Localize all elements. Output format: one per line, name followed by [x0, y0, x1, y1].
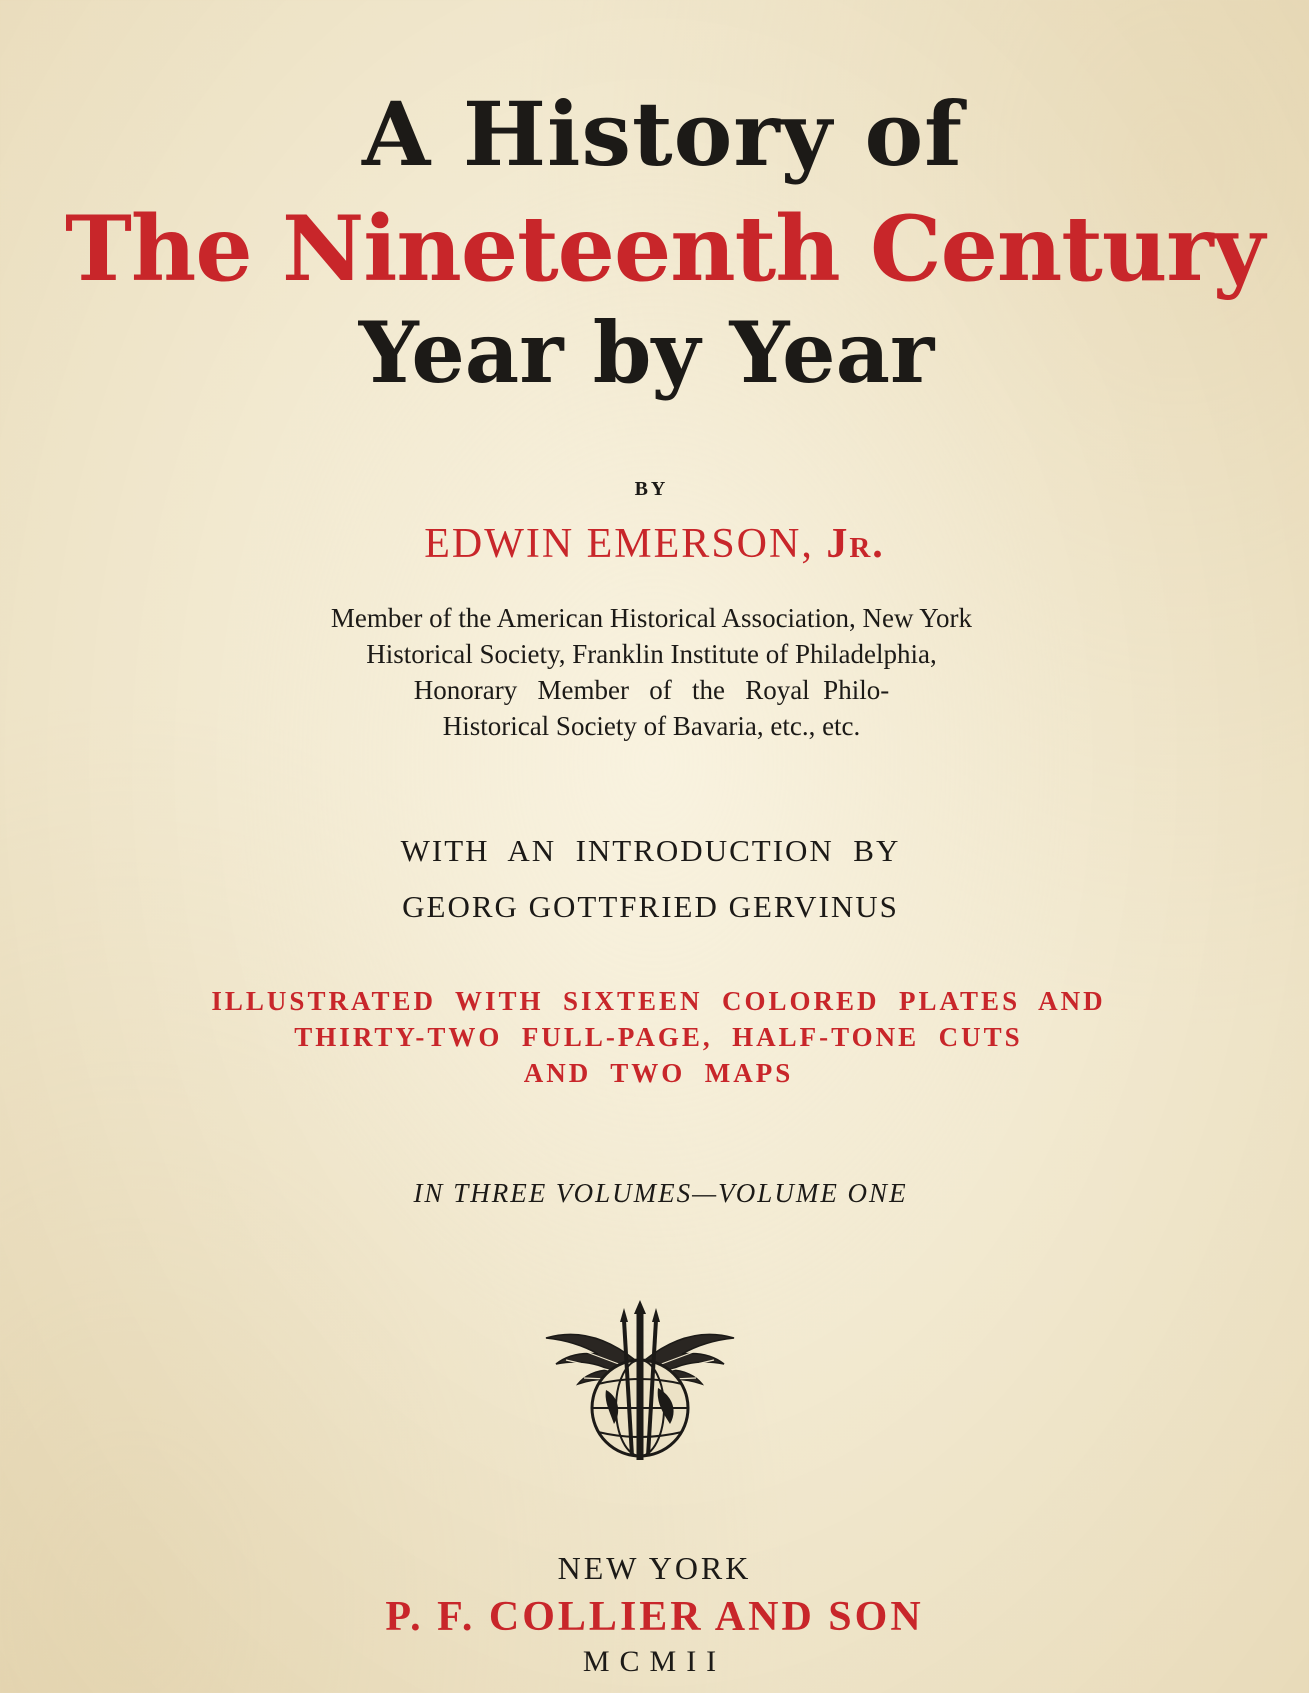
credentials-line: Historical Society of Bavaria, etc., etc.	[442, 711, 861, 741]
credentials-line: Member of the American Historical Association, New York	[330, 603, 973, 633]
title-line-1: A History of	[361, 82, 964, 186]
credentials-line: Historical Society, Franklin Institute of Philadelphia,	[366, 639, 937, 669]
introduction-line: GEORG GOTTFRIED GERVINUS	[402, 889, 899, 924]
author-suffix: Jr.	[826, 521, 885, 567]
volumes-note: IN THREE VOLUMES—VOLUME ONE	[413, 1178, 908, 1208]
imprint-city: NEW YORK	[557, 1550, 752, 1586]
author-name-text: EDWIN EMERSON,	[424, 521, 814, 567]
introduction-block	[0, 823, 1305, 935]
author-credentials	[0, 600, 1306, 744]
winged-globe-emblem-icon	[540, 1300, 740, 1470]
title-line-3: Year by Year	[358, 303, 935, 402]
credentials-line: Honorary Member of the Royal Philo-	[413, 675, 890, 705]
illustrations-line: THIRTY-TWO FULL-PAGE, HALF-TONE CUTS	[294, 1022, 1023, 1052]
imprint-publisher: P. F. COLLIER AND SON	[385, 1594, 924, 1640]
introduction-line: WITH AN INTRODUCTION BY	[400, 833, 901, 868]
author-name	[0, 520, 1309, 568]
by-label: BY	[634, 478, 669, 500]
illustrations-block	[4, 983, 1309, 1091]
illustrations-line: ILLUSTRATED WITH SIXTEEN COLORED PLATES AND	[211, 986, 1106, 1016]
title-line-2: The Nineteenth Century	[64, 196, 1265, 302]
illustrations-line: AND TWO MAPS	[523, 1058, 794, 1088]
imprint-year: MCMII	[582, 1645, 727, 1678]
